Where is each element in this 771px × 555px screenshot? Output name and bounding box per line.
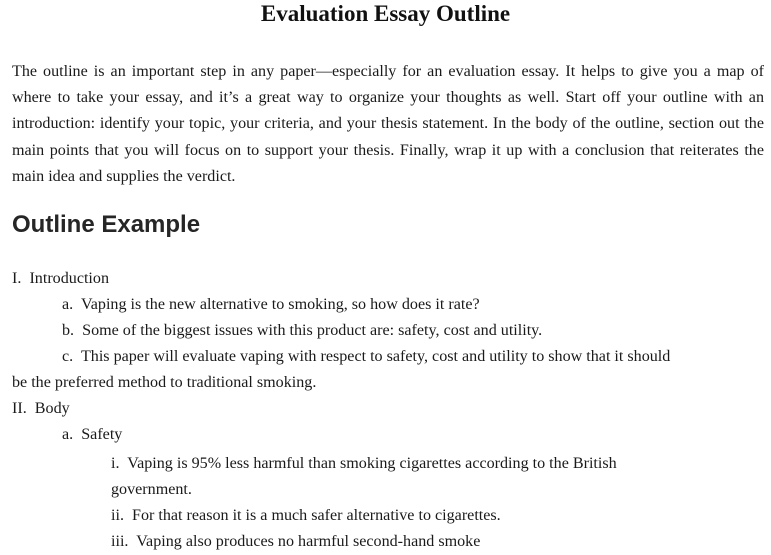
item-marker: c.: [62, 348, 74, 365]
item-marker: a.: [62, 426, 74, 443]
outline-item: [62, 344, 670, 370]
subitem-marker: iii.: [111, 533, 129, 550]
outline-heading: Outline Example: [12, 211, 201, 238]
outline-subitem: [111, 503, 501, 529]
outline-item: [62, 318, 542, 344]
section-marker: II.: [12, 400, 27, 417]
subitem-text: Vaping is 95% less harmful than smoking cigarettes according to the British: [127, 455, 617, 472]
intro-paragraph: The outline is an important step in any paper—especially for an evaluation essay. It helps to give you a map of where to take your essay, and it’s a great way to organize your thoughts as well. Start off your outline with an introduction: identify your topic, your criteria, and your thesis statement. In the body of the outline, section out the main points that you will focus on to support your thesis. Finally, wrap it up with a conclusion that reiterates the main idea and supplies the verdict.: [12, 63, 764, 185]
outline-subitem: [111, 451, 617, 477]
item-text: This paper will evaluate vaping with respect to safety, cost and utility to show that it should: [80, 348, 671, 365]
item-text: Some of the biggest issues with this product are: safety, cost and utility.: [82, 322, 543, 339]
subitem-marker: i.: [111, 455, 120, 472]
outline-section-body: [12, 396, 70, 422]
outline-subitem: [111, 529, 480, 555]
outline-subitem-continuation: government.: [111, 481, 192, 498]
subitem-text: Vaping also produces no harmful second-hand smoke: [136, 533, 481, 550]
section-label: Body: [34, 400, 70, 417]
item-marker: a.: [62, 296, 74, 313]
outline-item: [62, 292, 480, 318]
item-text: Vaping is the new alternative to smoking, so how does it rate?: [80, 296, 480, 313]
subitem-marker: ii.: [111, 507, 124, 524]
section-label: Introduction: [29, 270, 109, 287]
section-marker: I.: [12, 270, 22, 287]
subitem-text: For that reason it is a much safer alternative to cigarettes.: [132, 507, 501, 524]
outline-item-continuation: be the preferred method to traditional smoking.: [12, 374, 317, 391]
item-marker: b.: [62, 322, 75, 339]
outline-section-introduction: [12, 266, 109, 292]
outline-item: [62, 422, 122, 448]
item-text: Safety: [81, 426, 123, 443]
document-title: Evaluation Essay Outline: [260, 1, 511, 26]
